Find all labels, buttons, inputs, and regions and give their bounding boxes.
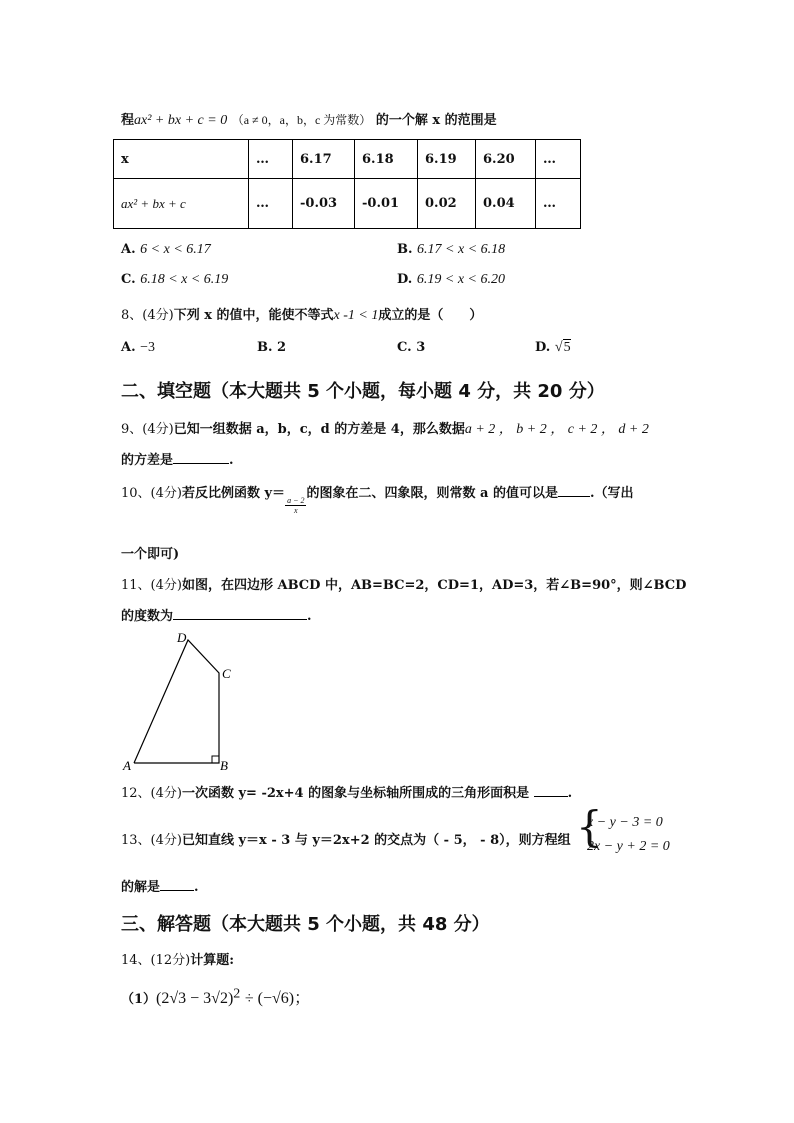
q11-end: . xyxy=(307,609,312,624)
vertex-label-a: A xyxy=(123,758,131,770)
system-brace: { xyxy=(576,802,603,851)
answer-blank[interactable] xyxy=(534,784,568,797)
option-label: B. xyxy=(257,340,273,355)
section-2-title: 二、填空题（本大题共 5 个小题，每小题 4 分，共 20 分） xyxy=(121,381,605,402)
option-label: A. xyxy=(121,340,136,355)
q11-stem xyxy=(121,574,686,593)
table-cell: 6.18 xyxy=(355,140,418,179)
fraction-denominator: x xyxy=(293,506,298,515)
q13-stem xyxy=(121,829,571,848)
answer-blank[interactable] xyxy=(160,878,194,891)
option-label: C. xyxy=(121,272,136,287)
table-cell: 6.20 xyxy=(476,140,536,179)
table-cell: -0.03 xyxy=(293,179,355,229)
option-label: B. xyxy=(397,242,413,257)
table-cell: 0.04 xyxy=(476,179,536,229)
q11-stem-b: 的度数为 xyxy=(121,609,174,624)
q7-stem xyxy=(121,109,497,129)
option-text: 3 xyxy=(416,340,426,355)
table-cell: -0.01 xyxy=(355,179,418,229)
table-cell: … xyxy=(249,140,293,179)
q10-stem-c: .（写出 xyxy=(589,486,634,501)
q13-stem-a: 已知直线 y＝x - 3 与 y＝2x+2 的交点为（ - 5， - 8），则方程组 xyxy=(181,833,571,848)
q11-quadrilateral-figure xyxy=(120,630,250,770)
q7-option-b[interactable] xyxy=(397,242,505,258)
q7-option-d[interactable] xyxy=(397,272,505,288)
question-number: 10、(4分) xyxy=(121,486,182,501)
q10-stem-line2 xyxy=(121,543,179,562)
q8-option-b[interactable] xyxy=(257,340,286,355)
sqrt-sign: √ xyxy=(554,340,563,355)
option-text: 6.19 < x < 6.20 xyxy=(416,272,505,287)
fraction-numerator: a − 2 xyxy=(287,496,305,505)
q8-option-d[interactable] xyxy=(535,340,571,356)
q12-stem-text: 一次函数 y= -2x+4 的图象与坐标轴所围成的三角形面积是 xyxy=(181,786,530,801)
option-label: C. xyxy=(397,340,412,355)
option-label: D. xyxy=(535,340,551,355)
q11-stem-a: 如图，在四边形 ABCD 中，AB=BC=2，CD=1，AD=3，若∠B=90°，则∠BCD xyxy=(181,578,687,593)
q8-option-a[interactable] xyxy=(121,340,155,356)
question-number: 8、(4分) xyxy=(121,308,174,323)
q8-stem xyxy=(121,304,482,324)
vertex-label-c: C xyxy=(222,666,231,681)
table-cell: … xyxy=(536,140,581,179)
q8-inequality: x -1 < 1 xyxy=(333,308,379,323)
table-cell: x xyxy=(114,140,249,179)
right-angle-mark xyxy=(212,756,219,763)
q14-part1-divisor: ÷ (−√6)； xyxy=(244,990,311,1007)
q13-stem-line2 xyxy=(121,876,199,895)
q10-fraction xyxy=(285,496,306,515)
q7-value-table xyxy=(113,139,581,229)
table-cell: 6.19 xyxy=(418,140,476,179)
answer-blank[interactable] xyxy=(558,484,590,497)
answer-blank[interactable] xyxy=(173,451,229,464)
q13-stem-b: 的解是 xyxy=(121,880,161,895)
q8-stem-b: 成立的是（ ） xyxy=(378,308,483,323)
q10-stem-b: 的图象在二、四象限，则常数 a 的值可以是 xyxy=(306,486,558,501)
option-label: D. xyxy=(397,272,413,287)
option-text: 2 xyxy=(277,340,287,355)
answer-blank[interactable] xyxy=(173,607,307,620)
q14-part1-expression: (2√3 − 3√2) xyxy=(156,990,234,1007)
table-cell: … xyxy=(536,179,581,229)
quadrilateral-outline xyxy=(134,640,219,763)
table-row xyxy=(114,179,581,229)
vertex-label-b: B xyxy=(220,758,228,770)
question-number: 9、(4分) xyxy=(121,422,174,437)
q14-stem xyxy=(121,949,234,968)
option-text: 6.18 < x < 6.19 xyxy=(140,272,229,287)
q9-stem xyxy=(121,418,649,438)
question-number: 11、(4分) xyxy=(121,578,182,593)
q10-stem-a: 若反比例函数 y＝ xyxy=(181,486,286,501)
option-text: 6.17 < x < 6.18 xyxy=(417,242,506,257)
table-cell: 6.17 xyxy=(293,140,355,179)
q7-option-a[interactable] xyxy=(121,242,211,258)
question-number: 12、(4分) xyxy=(121,786,182,801)
table-row xyxy=(114,140,581,179)
option-text: 6 < x < 6.17 xyxy=(140,242,211,257)
option-text: −3 xyxy=(140,340,156,355)
q9-end: . xyxy=(229,453,234,468)
q7-stem-prefix: 程 xyxy=(121,113,135,128)
question-number: 14、(12分) xyxy=(121,953,191,968)
part-label: （1） xyxy=(121,992,157,1007)
q11-stem-line2 xyxy=(121,605,312,624)
q9-data: a + 2 ， b + 2 ， c + 2 ， d + 2 xyxy=(464,422,649,437)
q12-stem xyxy=(121,782,572,801)
q10-stem xyxy=(121,482,634,515)
q14-part1 xyxy=(121,985,310,1008)
q8-option-c[interactable] xyxy=(397,340,425,355)
q7-stem-suffix: 的一个解 x 的范围是 xyxy=(375,113,497,128)
option-label: A. xyxy=(121,242,136,257)
table-cell: ax² + bx + c xyxy=(114,179,249,229)
q12-end: . xyxy=(567,786,573,801)
q7-equation: ax² + bx + c = 0 xyxy=(134,113,228,128)
q8-stem-a: 下列 x 的值中，能使不等式 xyxy=(173,308,334,323)
q14-part1-exponent: 2 xyxy=(233,986,241,1002)
question-number: 13、(4分) xyxy=(121,833,182,848)
system-equation-2: 2x − y + 2 = 0 xyxy=(587,839,670,854)
table-cell: 0.02 xyxy=(418,179,476,229)
q7-option-c[interactable] xyxy=(121,272,228,288)
q14-stem-text: 计算题: xyxy=(190,953,235,968)
system-equation-1: x − y − 3 = 0 xyxy=(587,815,663,830)
option-text: 5 xyxy=(563,340,571,355)
q10-stem-d: 一个即可) xyxy=(121,547,180,562)
table-cell: … xyxy=(249,179,293,229)
section-3-title: 三、解答题（本大题共 5 个小题，共 48 分） xyxy=(121,914,490,935)
vertex-label-d: D xyxy=(177,630,187,645)
q13-end: . xyxy=(194,880,199,895)
q9-stem-a: 已知一组数据 a，b，c，d 的方差是 4，那么数据 xyxy=(173,422,465,437)
q9-stem-b: 的方差是 xyxy=(121,453,174,468)
q7-condition: （a ≠ 0，a，b，c 为常数） xyxy=(231,113,372,127)
q9-stem-line2 xyxy=(121,449,234,468)
